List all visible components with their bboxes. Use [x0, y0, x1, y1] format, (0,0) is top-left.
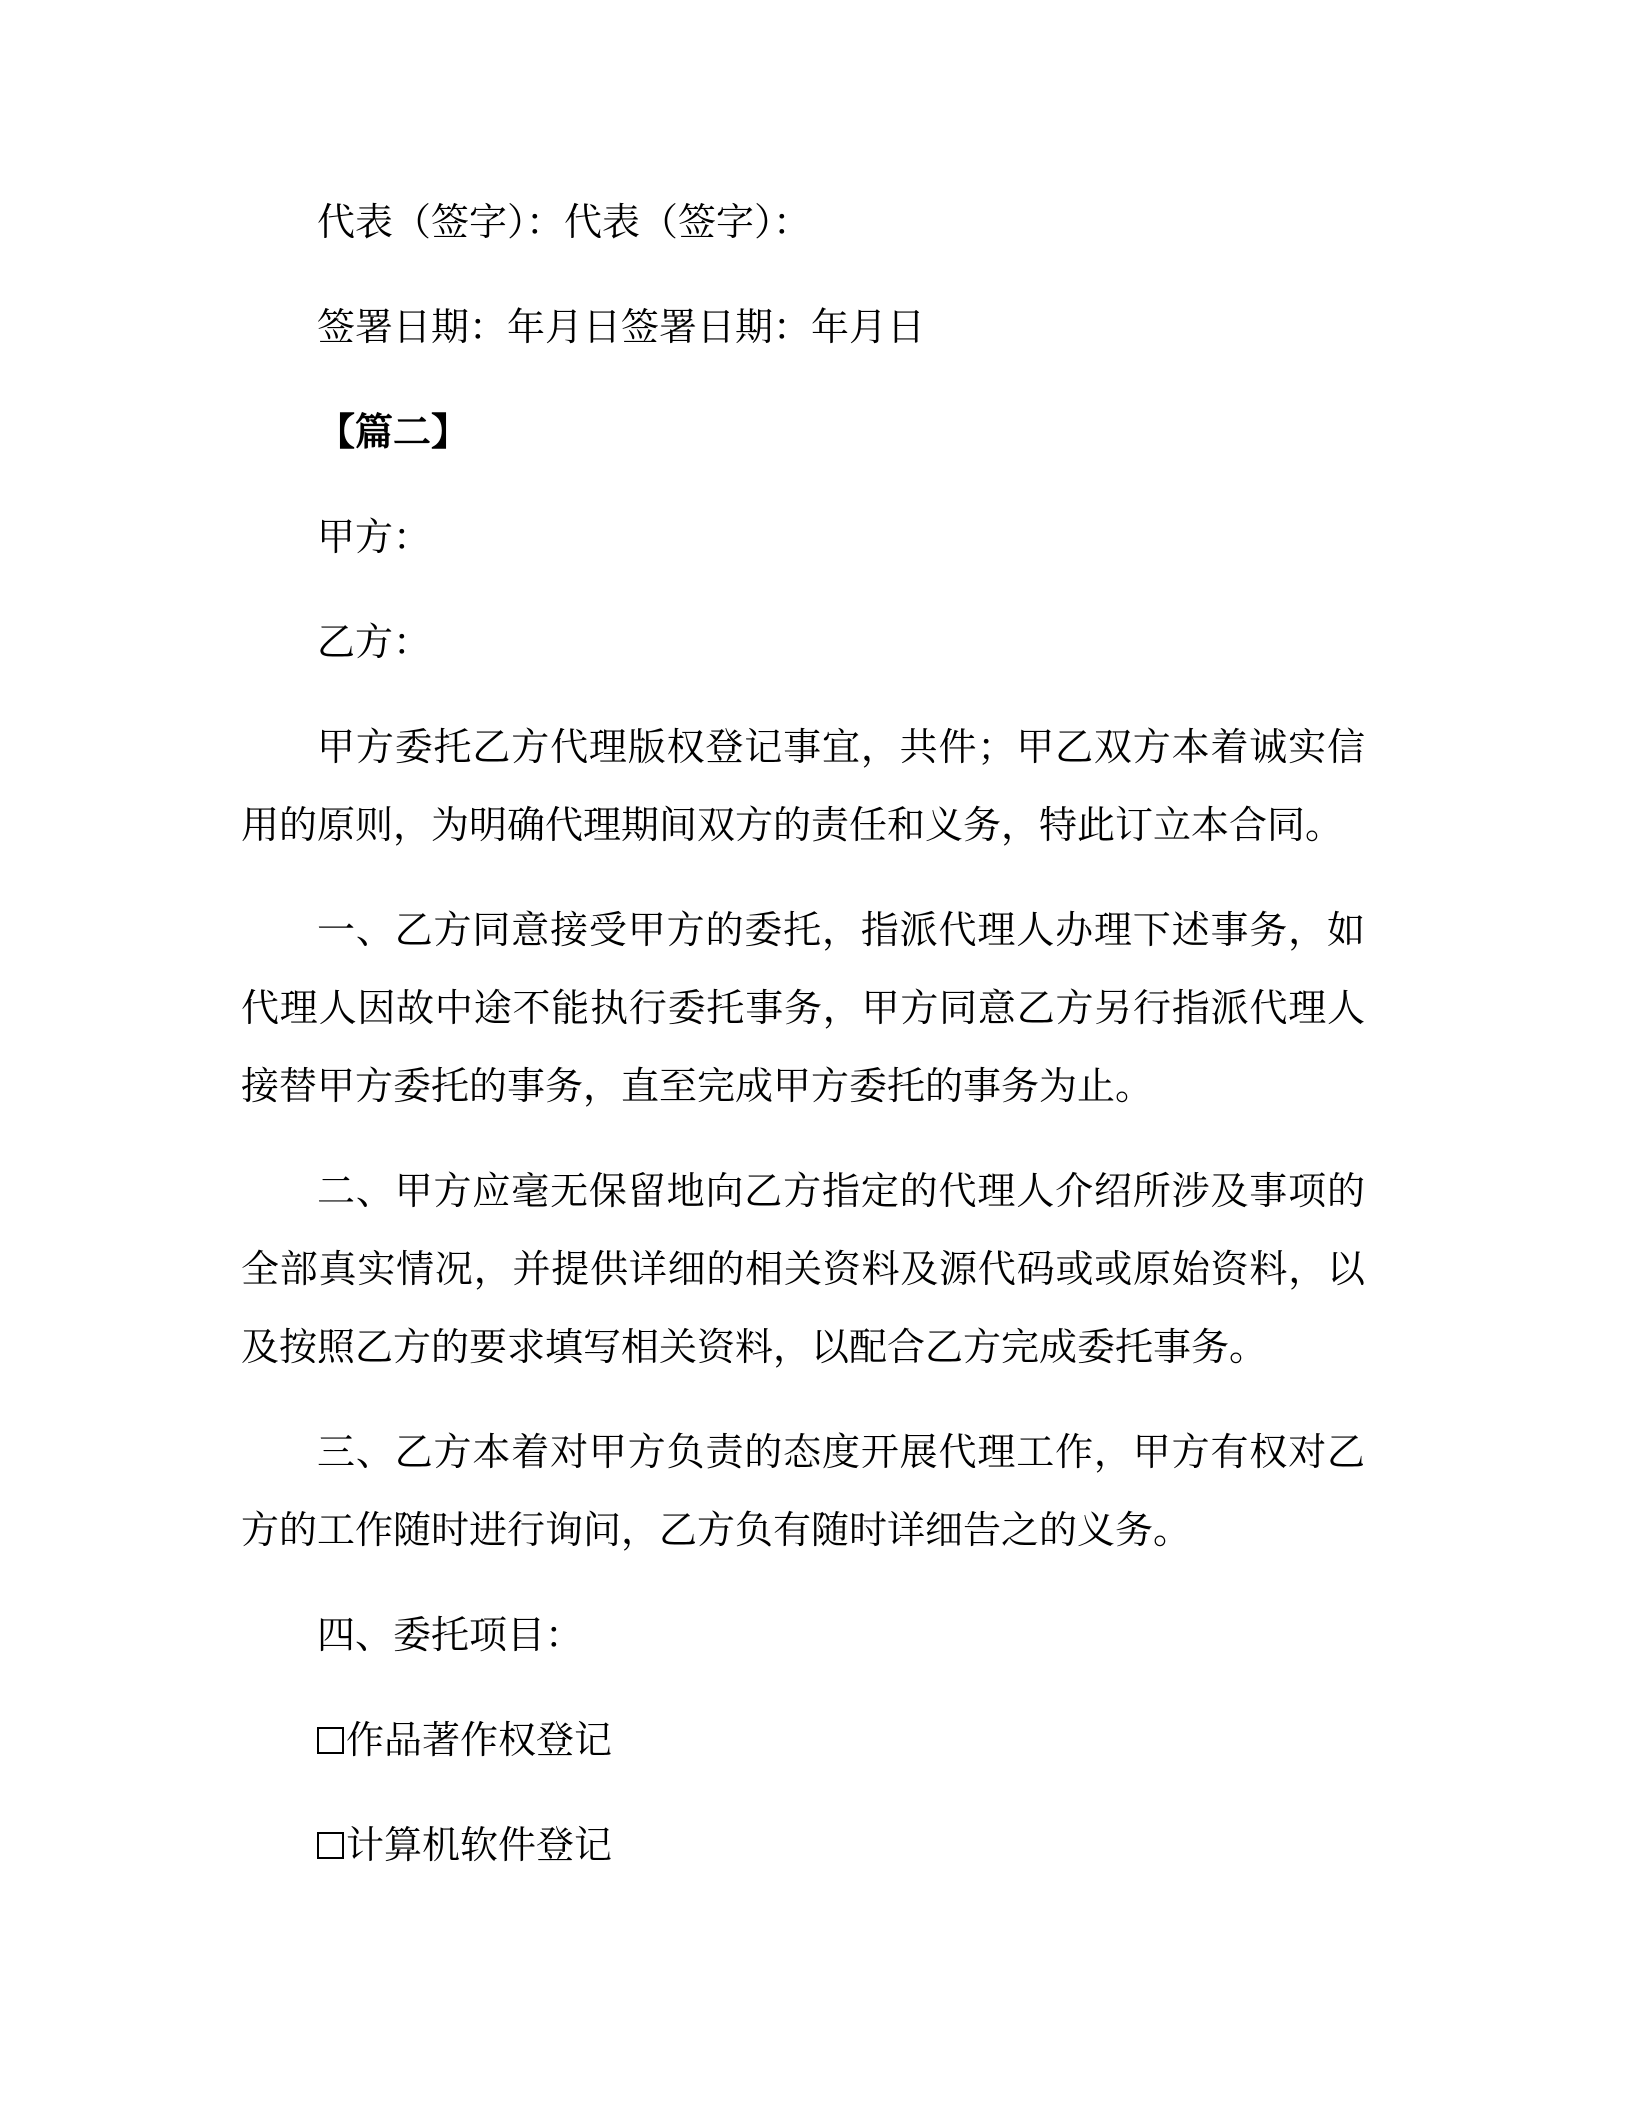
- clause-4-heading: 四、委托项目：: [317, 1613, 584, 1657]
- signature-representative-line: 代表（签字）：代表（签字）：: [317, 200, 812, 244]
- clause-2-paragraph: 二、甲方应毫无保留地向乙方指定的代理人介绍所涉及事项的全部真实情况，并提供详细的相关资料及源代码或或原始资料，以及按照乙方的要求填写相关资料，以配合乙方完成委托事务。: [241, 1169, 1365, 1369]
- clause-3-paragraph: 三、乙方本着对甲方负责的态度开展代理工作，甲方有权对乙方的工作随时进行询问，乙方负有随时详细告之的义务。: [241, 1430, 1365, 1552]
- party-b-line: 乙方：: [317, 620, 432, 664]
- checkbox-label: 作品著作权登记: [346, 1718, 613, 1762]
- checkbox-item-software[interactable]: [241, 1806, 1365, 1884]
- section-title: 【篇二】: [317, 410, 470, 454]
- checkbox-icon[interactable]: [317, 1832, 344, 1859]
- checkbox-item-copyright[interactable]: [241, 1701, 1365, 1779]
- intro-paragraph: 甲方委托乙方代理版权登记事宜，共件；甲乙双方本着诚实信用的原则，为明确代理期间双方的责任和义务，特此订立本合同。: [241, 725, 1365, 847]
- party-a-line: 甲方：: [317, 515, 432, 559]
- checkbox-icon[interactable]: [317, 1727, 344, 1754]
- clause-1-paragraph: 一、乙方同意接受甲方的委托，指派代理人办理下述事务，如代理人因故中途不能执行委托事务，甲方同意乙方另行指派代理人接替甲方委托的事务，直至完成甲方委托的事务为止。: [241, 908, 1365, 1108]
- document-body: [241, 183, 1365, 1911]
- signature-date-line: 签署日期：年月日签署日期：年月日: [317, 305, 926, 349]
- checkbox-label: 计算机软件登记: [346, 1823, 613, 1867]
